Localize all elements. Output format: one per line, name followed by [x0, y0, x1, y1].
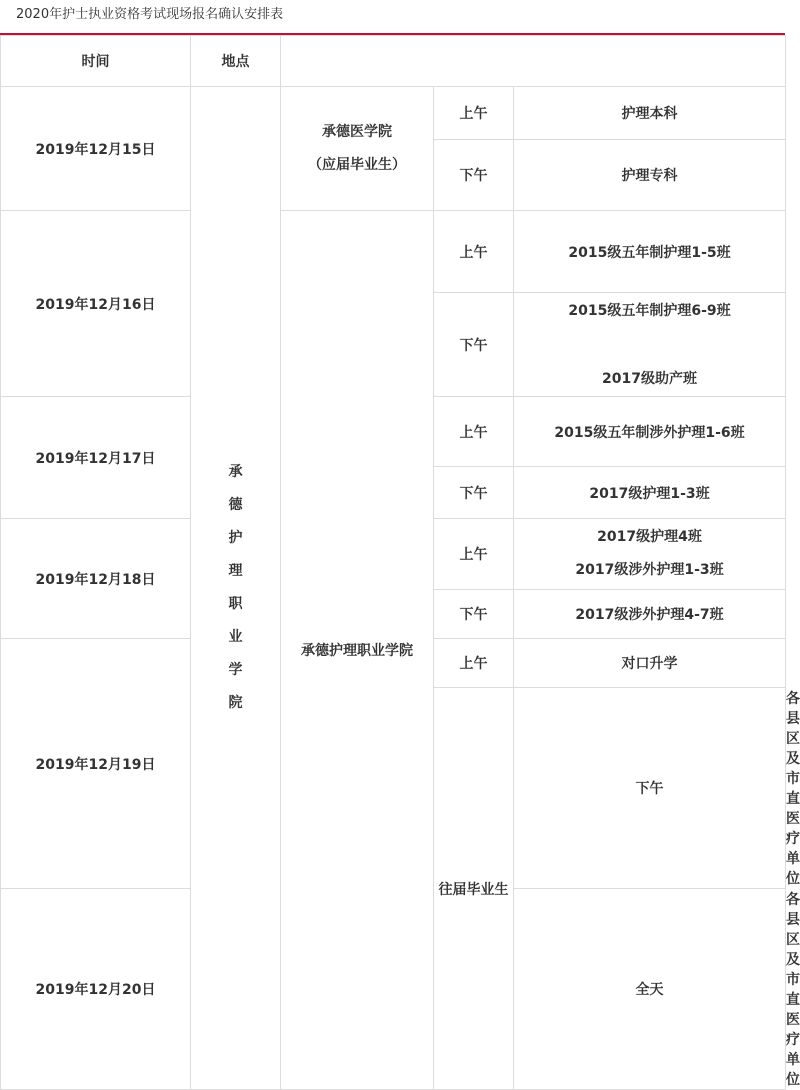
header-place: 地点 — [191, 36, 281, 87]
unit-nursing-college: 承德护理职业学院 — [281, 211, 434, 1090]
venue-vertical-text: 承德护理职业学院 — [228, 464, 243, 711]
unit-medical-line2: （应届毕业生） — [308, 156, 406, 173]
page-title: 2020年护士执业资格考试现场报名确认安排表 — [16, 7, 284, 22]
period-pm: 下午 — [514, 688, 786, 889]
table-row — [1, 211, 786, 293]
date-cell-16: 2019年12月16日 — [1, 211, 191, 397]
period-am: 上午 — [434, 397, 514, 467]
period-pm: 下午 — [434, 590, 514, 639]
group-cell: 护理本科 — [514, 87, 786, 140]
date-cell-20: 2019年12月20日 — [1, 889, 191, 1090]
group-line: 2015级五年制护理6-9班 — [568, 302, 731, 319]
period-am: 上午 — [434, 87, 514, 140]
unit-medical-line1: 承德医学院 — [322, 123, 392, 140]
table-row: 2019年12月20日 全天 各县区及市直医疗单位 — [1, 889, 786, 1090]
group-cell — [514, 293, 786, 397]
group-cell: 2015级五年制护理1-5班 — [514, 211, 786, 293]
venue-cell — [191, 87, 281, 1090]
date-cell-19: 2019年12月19日 — [1, 639, 191, 889]
group-cell: 对口升学 — [514, 639, 786, 688]
group-line: 2017级助产班 — [602, 370, 697, 387]
table-row — [1, 87, 786, 140]
period-am: 上午 — [434, 519, 514, 590]
unit-past-graduates: 往届毕业生 — [434, 688, 514, 1090]
period-pm: 下午 — [434, 293, 514, 397]
period-pm: 下午 — [434, 467, 514, 519]
header-blank — [281, 36, 786, 87]
table-row: 往届毕业生 下午 各县区及市直医疗单位 — [1, 688, 786, 889]
group-cell — [514, 519, 786, 590]
date-cell-15: 2019年12月15日 — [1, 87, 191, 211]
period-pm: 下午 — [434, 140, 514, 211]
date-cell-17: 2019年12月17日 — [1, 397, 191, 519]
date-cell-18: 2019年12月18日 — [1, 519, 191, 639]
group-line-spacer — [514, 328, 785, 362]
period-am: 上午 — [434, 211, 514, 293]
table-header-row — [1, 36, 786, 87]
unit-medical-college — [281, 87, 434, 211]
period-am: 上午 — [434, 639, 514, 688]
group-cell: 2017级护理1-3班 — [514, 467, 786, 519]
group-line: 2017级涉外护理1-3班 — [575, 562, 724, 578]
group-cell: 2017级涉外护理4-7班 — [514, 590, 786, 639]
group-cell: 2015级五年制涉外护理1-6班 — [514, 397, 786, 467]
header-time: 时间 — [1, 36, 191, 87]
group-line: 2017级护理4班 — [597, 529, 702, 545]
period-full: 全天 — [514, 889, 786, 1090]
schedule-table — [0, 35, 800, 1090]
group-cell: 护理专科 — [514, 140, 786, 211]
